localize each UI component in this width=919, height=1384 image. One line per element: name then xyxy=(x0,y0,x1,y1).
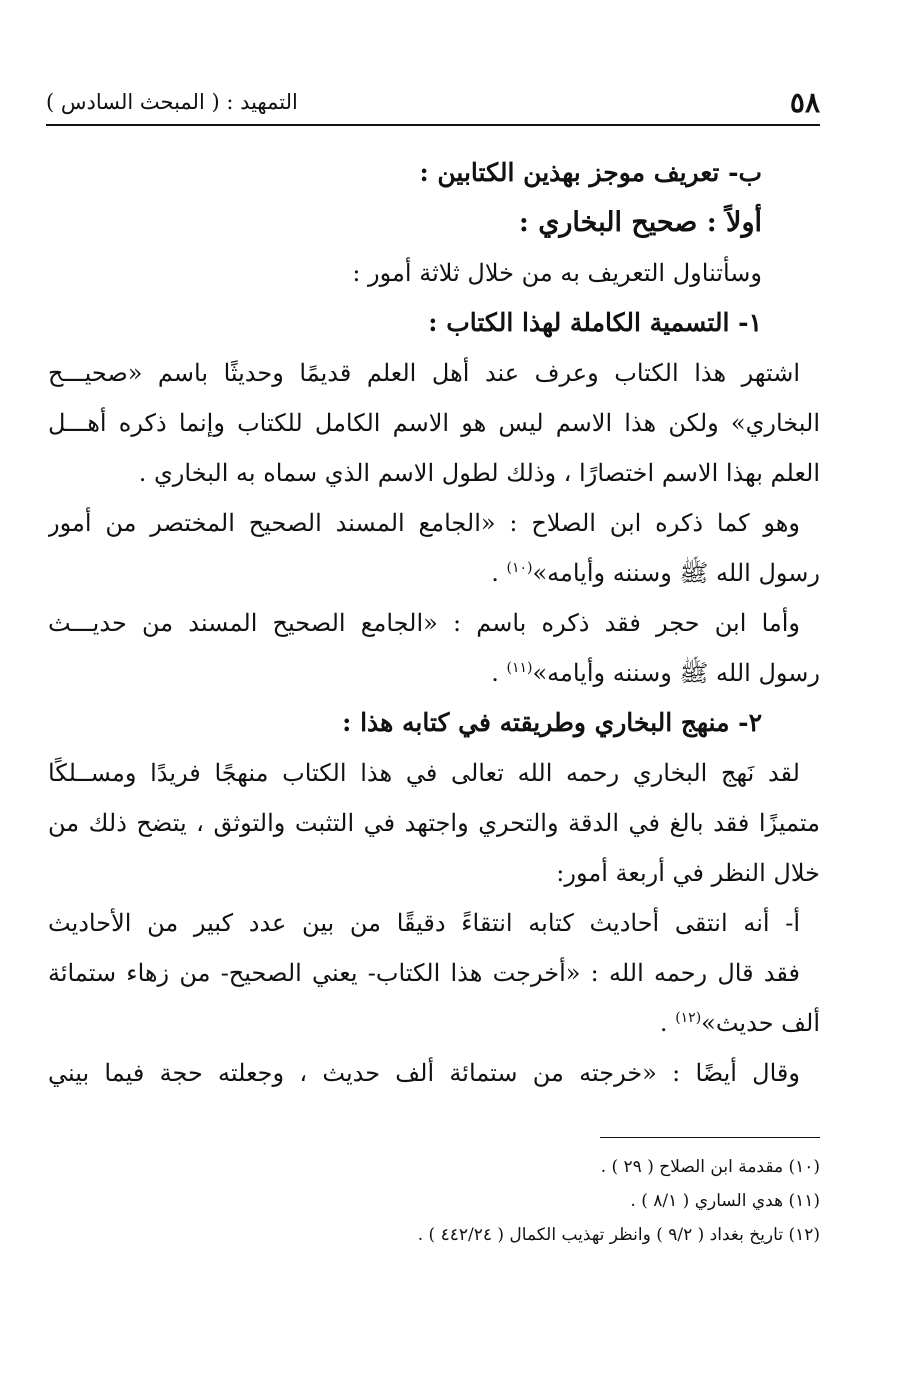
paragraph-line: وقال أيضًا : «خرجته من ستمائة ألف حديث ، وجعلته حجة فيما بيني xyxy=(48,1059,800,1087)
page-number: ٥٨ xyxy=(789,86,820,119)
paragraph-line: متميزًا فقد بالغ في الدقة والتحري واجتهد في التثبت والتوثق ، يتضح ذلك من xyxy=(48,809,820,837)
section-heading: ب- تعريف موجز بهذين الكتابين : xyxy=(419,158,762,187)
page-header xyxy=(46,78,820,126)
paragraph-line: البخاري» ولكن هذا الاسم ليس هو الاسم الكامل للكتاب وإنما ذكره أهـــل xyxy=(48,409,820,437)
paragraph-line xyxy=(48,548,820,598)
footnote-rule xyxy=(600,1137,820,1138)
line-text: رسول الله ﷺ وسننه وأيامه» xyxy=(532,559,820,587)
point1-heading: ١- التسمية الكاملة لهذا الكتاب : xyxy=(428,308,762,337)
footnote-ref-10: (١٠) xyxy=(506,560,533,576)
footnote-12: (١٢) تاريخ بغداد ( ٩/٢ ) وانظر تهذيب الكمال ( ٤٤٢/٢٤ ) . xyxy=(417,1225,820,1245)
footnote-11: (١١) هدي الساري ( ٨/١ ) . xyxy=(630,1191,820,1211)
paragraph-line: فقد قال رحمه الله : «أخرجت هذا الكتاب- يعني الصحيح- من زهاء ستمائة xyxy=(48,959,800,987)
intro-line: وسأتناول التعريف به من خلال ثلاثة أمور : xyxy=(352,259,762,287)
paragraph-line: خلال النظر في أربعة أمور: xyxy=(556,859,820,887)
paragraph-line xyxy=(48,648,820,698)
header-rule xyxy=(46,124,820,126)
line-text: رسول الله ﷺ وسننه وأيامه» xyxy=(532,659,820,687)
paragraph-line: لقد نَهج البخاري رحمه الله تعالى في هذا الكتاب منهجًا فريدًا ومســلكًا xyxy=(48,759,800,787)
point2-heading: ٢- منهج البخاري وطريقته في كتابه هذا : xyxy=(342,708,762,737)
line-end: . xyxy=(491,659,507,687)
line-end: . xyxy=(659,1009,676,1037)
line-text: ألف حديث» xyxy=(701,1009,820,1037)
paragraph-line: وهو كما ذكره ابن الصلاح : «الجامع المسند الصحيح المختصر من أمور xyxy=(48,509,800,537)
paragraph-line: أ- أنه انتقى أحاديث كتابه انتقاءً دقيقًا من بين عدد كبير من الأحاديث xyxy=(48,909,800,937)
main-text xyxy=(48,148,820,1098)
running-head: التمهيد : ( المبحث السادس ) xyxy=(46,90,298,114)
paragraph-line xyxy=(48,998,820,1048)
footnote-10: (١٠) مقدمة ابن الصلاح ( ٢٩ ) . xyxy=(600,1157,820,1177)
line-end: . xyxy=(491,559,507,587)
subheading-first: أولاً : صحيح البخاري : xyxy=(518,207,762,238)
footnote-ref-12: (١٢) xyxy=(675,1010,702,1026)
paragraph-line: اشتهر هذا الكتاب وعرف عند أهل العلم قديمًا وحديثًا باسم «صحيـــح xyxy=(48,359,800,387)
footnote-ref-11: (١١) xyxy=(506,660,533,676)
paragraph-line: العلم بهذا الاسم اختصارًا ، وذلك لطول الاسم الذي سماه به البخاري . xyxy=(138,459,820,487)
paragraph-line: وأما ابن حجر فقد ذكره باسم : «الجامع الصحيح المسند من حديـــث xyxy=(48,609,800,637)
footnotes xyxy=(120,1150,820,1252)
